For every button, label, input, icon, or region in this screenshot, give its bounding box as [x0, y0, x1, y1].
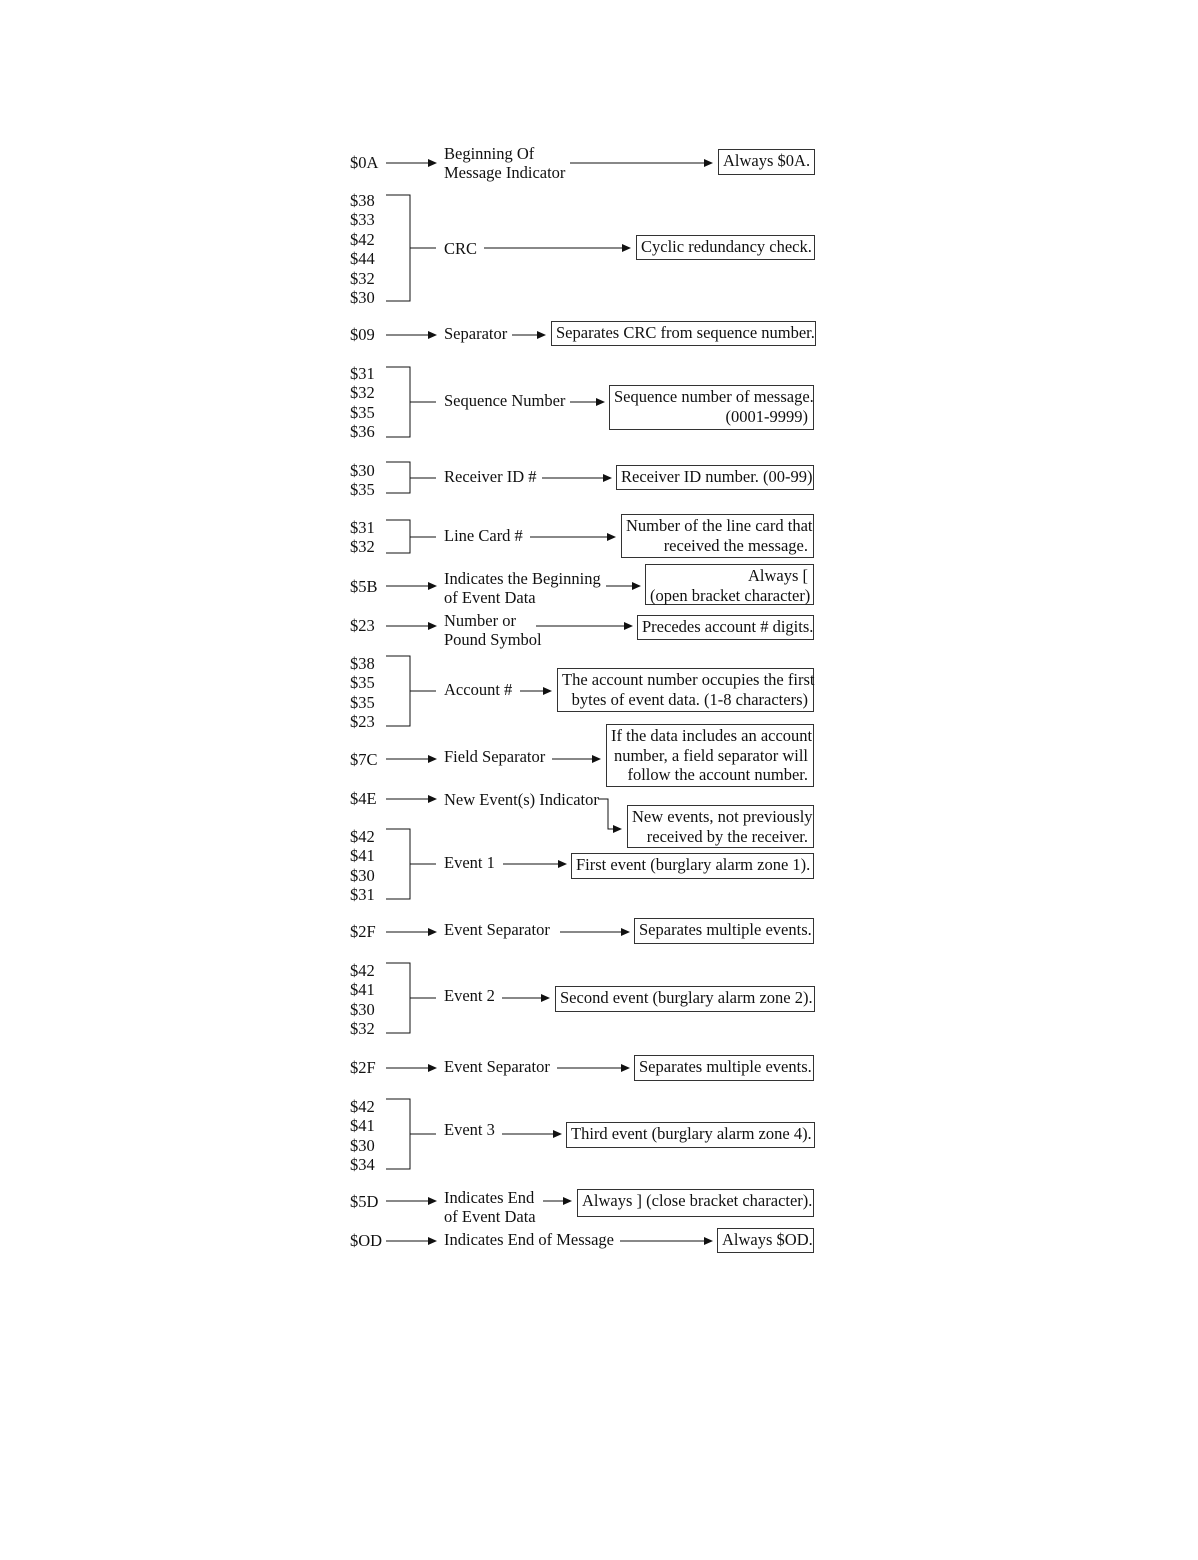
hex-code-group: $38 $33 $42 $44 $32 $30 — [350, 191, 375, 308]
hex-code-group: $31 $32 — [350, 518, 375, 557]
description-box: Separates multiple events. — [634, 918, 814, 944]
description-box: Always [ (open bracket character) — [645, 564, 814, 605]
description-box: First event (burglary alarm zone 1). — [571, 853, 814, 879]
hex-code-group: $38 $35 $35 $23 — [350, 654, 375, 732]
field-label: CRC — [444, 239, 478, 258]
description-box: Separates CRC from sequence number. — [551, 321, 816, 346]
hex-code-group: $31 $32 $35 $36 — [350, 364, 375, 442]
field-label: Beginning Of Message Indicator — [444, 144, 566, 182]
field-label: Indicates End of Message — [444, 1230, 614, 1249]
field-label: Number or Pound Symbol — [444, 611, 542, 649]
description-box: Second event (burglary alarm zone 2). — [555, 986, 815, 1012]
hex-code: $23 — [350, 616, 375, 635]
field-label: Field Separator — [444, 747, 546, 766]
description-box: Always $OD. — [717, 1228, 814, 1253]
hex-code: $5B — [350, 577, 378, 596]
field-label: Indicates End of Event Data — [444, 1188, 536, 1226]
hex-code: $2F — [350, 922, 376, 941]
description-box: Precedes account # digits. — [637, 615, 814, 640]
hex-code: $0A — [350, 153, 379, 172]
field-label: Event Separator — [444, 1057, 550, 1076]
description-box: If the data includes an account number, a field separator will follow the account number. — [606, 724, 814, 787]
field-label: Sequence Number — [444, 391, 566, 410]
description-box: Always ] (close bracket character). — [577, 1189, 814, 1217]
hex-code: $09 — [350, 325, 375, 344]
field-label: Separator — [444, 324, 508, 343]
description-box: The account number occupies the first bytes of event data. (1-8 characters) — [557, 668, 814, 712]
description-box: Number of the line card that received the message. — [621, 514, 814, 558]
hex-code-group: $42 $41 $30 $32 — [350, 961, 375, 1039]
field-label: Event 1 — [444, 853, 495, 872]
field-label: Event Separator — [444, 920, 550, 939]
hex-code: $2F — [350, 1058, 376, 1077]
field-label: Line Card # — [444, 526, 523, 545]
field-label: Account # — [444, 680, 513, 699]
hex-code-group: $30 $35 — [350, 461, 375, 500]
field-label: New Event(s) Indicator — [444, 790, 599, 809]
description-box: Sequence number of message. (0001-9999) — [609, 385, 814, 430]
description-box: Third event (burglary alarm zone 4). — [566, 1122, 815, 1148]
hex-code: $5D — [350, 1192, 379, 1211]
hex-code: $4E — [350, 789, 377, 808]
field-label: Event 2 — [444, 986, 495, 1005]
hex-code-group: $42 $41 $30 $31 — [350, 827, 375, 905]
hex-code: $OD — [350, 1231, 383, 1250]
description-box: Separates multiple events. — [634, 1055, 814, 1081]
field-label: Event 3 — [444, 1120, 495, 1139]
field-label: Indicates the Beginning of Event Data — [444, 569, 601, 607]
description-box: Always $0A. — [718, 149, 815, 175]
field-label: Receiver ID # — [444, 467, 537, 486]
description-box: New events, not previously received by the receiver. — [627, 805, 814, 848]
hex-code-group: $42 $41 $30 $34 — [350, 1097, 375, 1175]
hex-code: $7C — [350, 750, 378, 769]
description-box: Receiver ID number. (00-99) — [616, 465, 814, 490]
description-box: Cyclic redundancy check. — [636, 235, 815, 260]
